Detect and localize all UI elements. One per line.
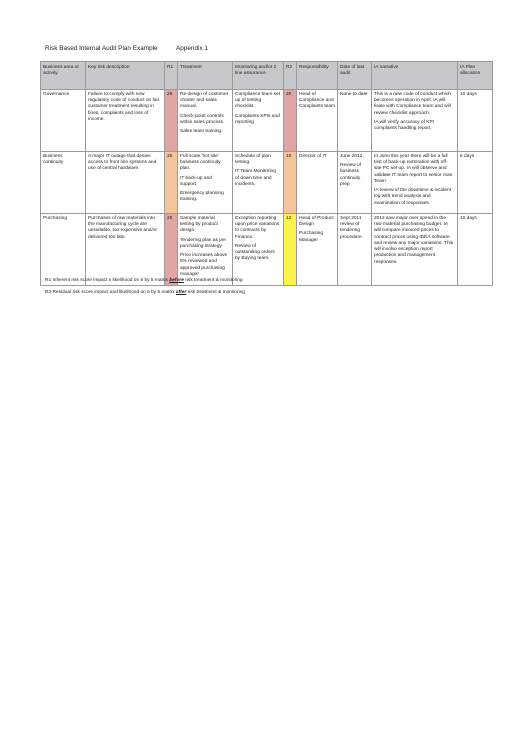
narrative-line: In June this year there will be a full test of back-up restoration with off- site PC set up. IA will observe and validate IT team report to senior man. Team [374, 154, 454, 184]
title-text: Risk Based Internal Audit Plan Example [45, 45, 158, 52]
monitoring-line: Exception reporting upon price variations to contracts by Finance. [235, 216, 280, 240]
header-risk: Key risk description [86, 62, 165, 90]
table-row [41, 90, 493, 152]
cell-allocation: 6 days [458, 152, 493, 214]
treatment-line: Sales team training. [180, 129, 223, 135]
treatment-line: Check-point controls within sales process. [180, 113, 225, 125]
cell-narrative [372, 214, 458, 286]
cell-area: Business continuity [41, 152, 86, 214]
monitoring-line: Review of outstanding orders by Buying team. [235, 243, 275, 262]
audit-plan-table [40, 61, 493, 286]
narrative-line: IA will verify accuracy of KPI complaints handling report. [374, 119, 434, 132]
date-line: None to date [340, 92, 368, 97]
note-r1-emphasis: before [169, 278, 184, 283]
narrative-line: IA review of the downtime & incident log with trend analysis and examination of responses. [374, 188, 452, 206]
header-date: Date of last audit [338, 62, 372, 90]
cell-treatment [178, 90, 233, 152]
cell-date [338, 214, 372, 286]
date-line: Review of business continuity prep [340, 163, 362, 187]
cell-monitoring [233, 90, 284, 152]
treatment-line: Full scale 'hot site' business continuity plan. [180, 154, 221, 172]
note-r2-text-end: risk treatment & monitoring [186, 290, 245, 295]
cell-r2-score: 12 [284, 214, 297, 286]
cell-date [338, 90, 372, 152]
treatment-line: Price increases above 5% reviewed and approved purchasing manager [180, 253, 228, 277]
treatment-line: Re-design of customer charter and sales manual. [180, 92, 229, 110]
date-line: June 2012, [340, 154, 364, 159]
table-row [41, 152, 493, 214]
cell-r1-score: 25 [165, 152, 178, 214]
cell-r2-score: 20 [284, 90, 297, 152]
cell-risk: A major IT outage that denies access to front line systems and use of central hardware. [86, 152, 165, 214]
header-monitoring: Monitoring and/or 2 line assurance [233, 62, 284, 90]
responsibility-line: Head of Compliance and Complaints team [299, 92, 335, 110]
cell-area: Governance [41, 90, 86, 152]
responsibility-line: Head of Product Design [299, 216, 334, 228]
monitoring-line: IT Team Monitoring of down time and incidents. [235, 169, 276, 187]
header-r1: R1 [165, 62, 178, 90]
treatment-line: Emergency planning training. [180, 191, 224, 203]
cell-treatment [178, 152, 233, 214]
cell-risk: Purchases of raw materials into the manufacturing cycle are unsuitable, too expensive and/or delivered too late. [86, 214, 165, 286]
header-allocation: IA Plan allocation [458, 62, 493, 90]
header-narrative: IA narrative [372, 62, 458, 90]
date-line: Sept 2011 review of tendering procedure. [340, 216, 363, 240]
note-r1 [45, 278, 243, 283]
note-r2-text: R2 Residual risk score impact and likelihood on 5 by 5 matrix [45, 290, 176, 295]
cell-monitoring [233, 214, 284, 286]
monitoring-line: Compliance team set up of testing checklist. [235, 92, 281, 110]
cell-treatment [178, 214, 233, 286]
cell-allocation: 10 days [458, 90, 493, 152]
cell-responsibility [297, 152, 338, 214]
header-area: Business area or activity [41, 62, 86, 90]
cell-r1-score: 25 [165, 90, 178, 152]
cell-allocation: 10 days [458, 214, 493, 286]
treatment-line: Tendering plan as per purchasing strategy [180, 237, 227, 249]
header-responsibility: Responsibility [297, 62, 338, 90]
cell-responsibility [297, 90, 338, 152]
cell-narrative [372, 152, 458, 214]
cell-area: Purchasing [41, 214, 86, 286]
narrative-line: 2012 saw major over spend in the raw material purchasing budget. IA will compare invoiced prices to contract prices using IDEA software and review any major variations. This will involve exception report production and management responses. [374, 216, 454, 265]
treatment-line: IT back-up and support. [180, 175, 212, 187]
note-r2 [45, 290, 245, 295]
cell-r1-score: 25 [165, 214, 178, 286]
cell-responsibility [297, 214, 338, 286]
treatment-line: Sample material testing by product design. [180, 216, 218, 234]
note-r1-text: R1 Inherent risk score impact x likelihood on 5 by 5 matrix [45, 278, 170, 283]
monitoring-line: Complaints KPIs and reporting [235, 113, 280, 125]
note-r2-emphasis: after [175, 290, 187, 295]
monitoring-line: Schedule of plan testing. [235, 154, 271, 166]
responsibility-line: Director of IT [299, 154, 327, 159]
cell-risk: Failure to comply with new regulatory code of conduct on fair customer treatment resulting in fines, complaints and loss of income. [86, 90, 165, 152]
page-title [45, 45, 208, 52]
appendix-label: Appendix 1 [176, 45, 208, 52]
header-treatment: Treatment [178, 62, 233, 90]
narrative-line: This is a new code of conduct which becomes operation in April. IA will liaise with Compliance team and will review checklist approach. [374, 92, 451, 116]
header-r2: R2 [284, 62, 297, 90]
cell-date [338, 152, 372, 214]
table-row [41, 214, 493, 286]
header-row [41, 62, 493, 90]
cell-monitoring [233, 152, 284, 214]
responsibility-line: Purchasing Manager [299, 231, 323, 243]
cell-narrative [372, 90, 458, 152]
note-r1-text-end: risk treatment & monitoring [183, 278, 243, 283]
cell-r2-score: 15 [284, 152, 297, 214]
